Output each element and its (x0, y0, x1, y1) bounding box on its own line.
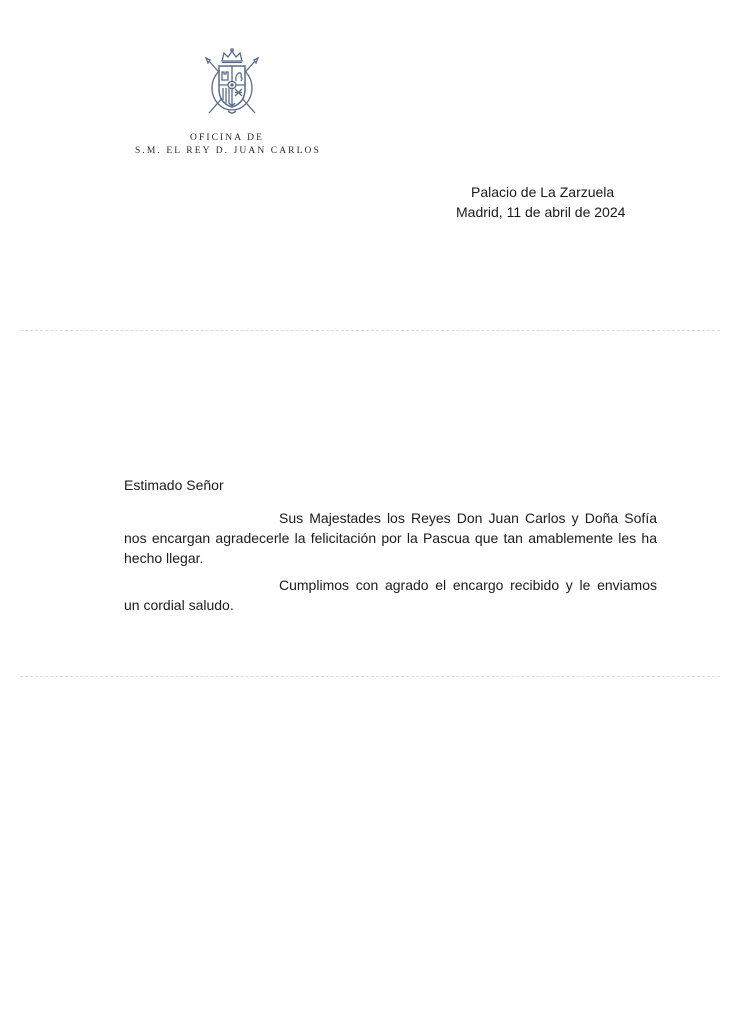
office-title-line1: OFICINA DE (190, 133, 265, 143)
scan-artifact-line (20, 330, 720, 331)
place-line: Palacio de La Zarzuela (471, 184, 615, 200)
date-line: Madrid, 11 de abril de 2024 (456, 204, 626, 220)
paragraph-line: nos encargan agradecerle la felicitación por la Pascua que tan amablemente les ha (124, 530, 657, 546)
royal-coat-of-arms-icon (201, 47, 263, 117)
paragraph-closing (124, 575, 657, 615)
paragraph-line: Cumplimos con agrado el encargo recibido y le enviamos (279, 577, 657, 593)
scan-artifact-line (20, 676, 720, 677)
salutation: Estimado Señor (124, 477, 224, 493)
paragraph-thanks (124, 508, 657, 568)
paragraph-line: un cordial saludo. (124, 597, 234, 613)
paragraph-line: hecho llegar. (124, 550, 204, 566)
paragraph-line: Sus Majestades los Reyes Don Juan Carlos y Doña Sofía (279, 510, 657, 526)
office-title-line2: S.M. EL REY D. JUAN CARLOS (135, 146, 321, 156)
